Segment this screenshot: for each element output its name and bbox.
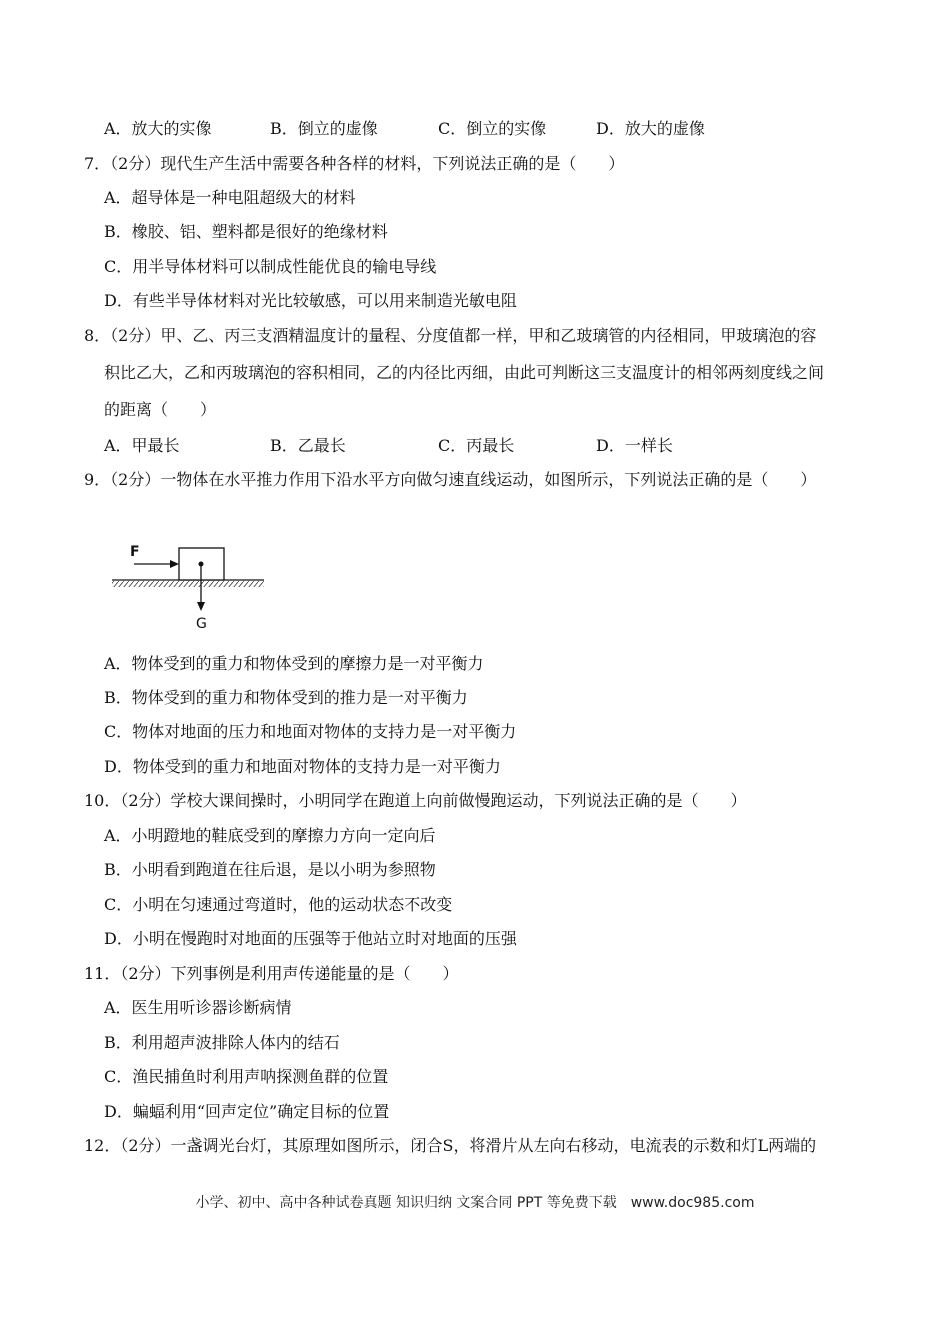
- q11-stem: 11．（2分）下列事例是利用声传递能量的是（ ）: [84, 964, 459, 983]
- q6-option-a: A．放大的实像: [104, 119, 212, 138]
- q7-option-c: C．用半导体材料可以制成性能优良的输电导线: [104, 257, 437, 276]
- q7-option-a: A．超导体是一种电阻超级大的材料: [104, 188, 356, 207]
- q10-option-d: D．小明在慢跑时对地面的压强等于他站立时对地面的压强: [104, 929, 517, 948]
- q9-option-b: B．物体受到的重力和物体受到的推力是一对平衡力: [104, 688, 468, 707]
- q6-option-d: D．放大的虚像: [596, 119, 705, 138]
- q6-option-c: C．倒立的实像: [438, 119, 547, 138]
- page-footer: 小学、初中、高中各种试卷真题 知识归纳 文案合同 PPT 等免费下载 www.doc985.com: [195, 1195, 755, 1211]
- q9-stem: 9．（2分）一物体在水平推力作用下沿水平方向做匀速直线运动，如图所示，下列说法正确的是（ ）: [84, 470, 817, 489]
- q8-stem-line-2: 积比乙大，乙和丙玻璃泡的容积相同，乙的内径比丙细，由此可判断这三支温度计的相邻两刻度线之间: [104, 363, 825, 382]
- gravity-label: G: [196, 616, 207, 632]
- q11-option-d: D．蝙蝠利用“回声定位”确定目标的位置: [104, 1102, 390, 1121]
- q7-option-d: D．有些半导体材料对光比较敏感，可以用来制造光敏电阻: [104, 291, 517, 310]
- q8-stem-line-3: 的距离（ ）: [104, 400, 217, 419]
- ground-hatch: [112, 581, 264, 587]
- force-label: F: [130, 544, 140, 560]
- q8-option-b: B．乙最长: [270, 436, 346, 455]
- q7-option-b: B．橡胶、铝、塑料都是很好的绝缘材料: [104, 222, 388, 241]
- q10-stem: 10．（2分）学校大课间操时，小明同学在跑道上向前做慢跑运动，下列说法正确的是（ ）: [84, 791, 747, 810]
- q9-option-d: D．物体受到的重力和地面对物体的支持力是一对平衡力: [104, 757, 501, 776]
- q8-option-d: D．一样长: [596, 436, 673, 455]
- q9-option-a: A．物体受到的重力和物体受到的摩擦力是一对平衡力: [104, 654, 484, 673]
- q10-option-c: C．小明在匀速通过弯道时，他的运动状态不改变: [104, 895, 453, 914]
- q11-option-a: A．医生用听诊器诊断病情: [104, 998, 292, 1017]
- force-arrowhead: [170, 560, 179, 568]
- q11-option-c: C．渔民捕鱼时利用声呐探测鱼群的位置: [104, 1067, 389, 1086]
- q8-option-a: A．甲最长: [104, 436, 180, 455]
- q9-force-diagram: [108, 540, 288, 635]
- q10-option-b: B．小明看到跑道在往后退，是以小明为参照物: [104, 860, 436, 879]
- q6-option-b: B．倒立的虚像: [270, 119, 378, 138]
- q9-option-c: C．物体对地面的压力和地面对物体的支持力是一对平衡力: [104, 722, 517, 741]
- q8-stem-line-1: 8．（2分）甲、乙、丙三支酒精温度计的量程、分度值都一样，甲和乙玻璃管的内径相同，甲玻璃泡的容: [84, 326, 817, 345]
- gravity-arrowhead: [197, 602, 205, 611]
- q10-option-a: A．小明蹬地的鞋底受到的摩擦力方向一定向后: [104, 826, 436, 845]
- q11-option-b: B．利用超声波排除人体内的结石: [104, 1033, 340, 1052]
- q8-option-c: C．丙最长: [438, 436, 515, 455]
- q7-stem: 7．（2分）现代生产生活中需要各种各样的材料，下列说法正确的是（ ）: [84, 154, 625, 173]
- q12-stem: 12．（2分）一盏调光台灯，其原理如图所示，闭合S，将滑片从左向右移动，电流表的示数和灯L两端的: [84, 1136, 817, 1155]
